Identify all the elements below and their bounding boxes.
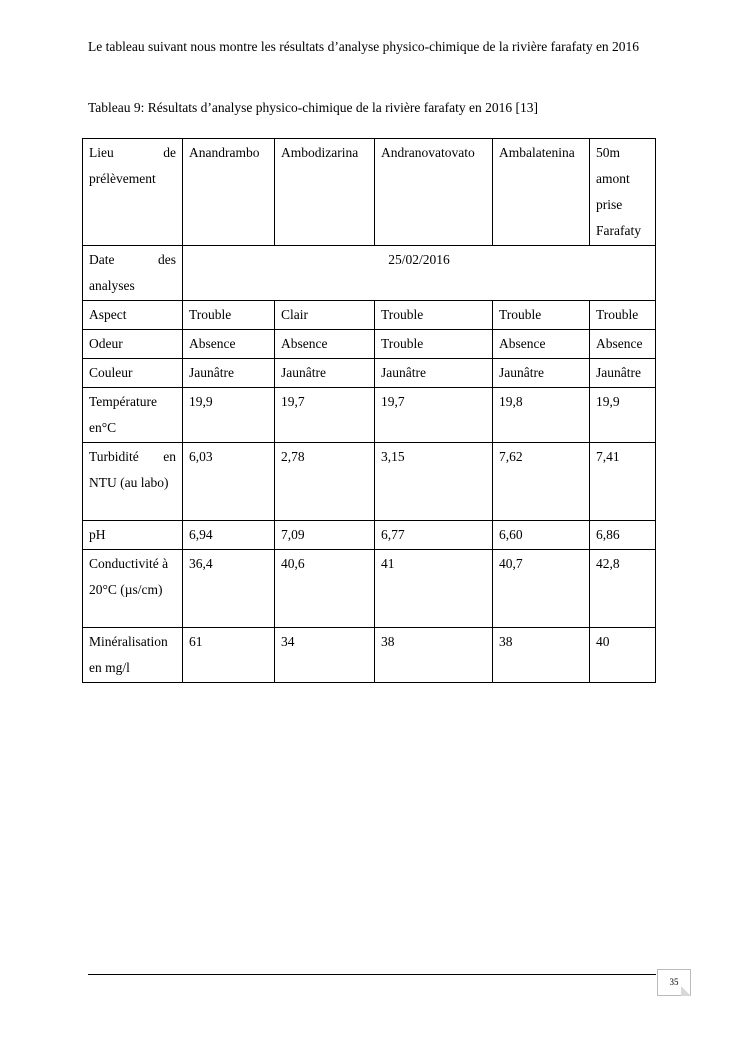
table-row xyxy=(83,301,656,330)
value-cell: Trouble xyxy=(375,301,493,330)
value-cell: Jaunâtre xyxy=(590,359,656,388)
value-cell: 6,94 xyxy=(183,521,275,550)
value-cell: 2,78 xyxy=(275,443,375,521)
value-cell: 6,77 xyxy=(375,521,493,550)
header-label-cell: Lieu de prélèvement xyxy=(83,139,183,246)
value-cell: 7,62 xyxy=(493,443,590,521)
table-row xyxy=(83,628,656,683)
value-cell: Trouble xyxy=(590,301,656,330)
value-cell: 3,15 xyxy=(375,443,493,521)
row-label-cell: pH xyxy=(83,521,183,550)
footer-divider xyxy=(88,974,656,975)
value-cell: 36,4 xyxy=(183,550,275,628)
table-row xyxy=(83,443,656,521)
table-row xyxy=(83,359,656,388)
header-site-cell: 50m amont prise Farafaty xyxy=(590,139,656,246)
value-cell: Absence xyxy=(183,330,275,359)
value-cell: 40,7 xyxy=(493,550,590,628)
value-cell: 34 xyxy=(275,628,375,683)
value-cell: 38 xyxy=(375,628,493,683)
table-row xyxy=(83,550,656,628)
date-label-cell: Date des analyses xyxy=(83,246,183,301)
table-caption: Tableau 9: Résultats d’analyse physico-chimique de la rivière farafaty en 2016 [13] xyxy=(88,100,539,115)
header-site-cell: Andranovatovato xyxy=(375,139,493,246)
value-cell: 42,8 xyxy=(590,550,656,628)
value-cell: Jaunâtre xyxy=(183,359,275,388)
value-cell: Jaunâtre xyxy=(493,359,590,388)
header-site-cell: Anandrambo xyxy=(183,139,275,246)
value-cell: 41 xyxy=(375,550,493,628)
value-cell: 19,9 xyxy=(590,388,656,443)
row-label-cell: Odeur xyxy=(83,330,183,359)
value-cell: 19,7 xyxy=(375,388,493,443)
value-cell: 19,8 xyxy=(493,388,590,443)
value-cell: 38 xyxy=(493,628,590,683)
row-label-cell: Aspect xyxy=(83,301,183,330)
row-label-cell: Conductivité à 20°C (µs/cm) xyxy=(83,550,183,628)
table-header-row xyxy=(83,139,656,246)
value-cell: Absence xyxy=(275,330,375,359)
value-cell: 7,09 xyxy=(275,521,375,550)
value-cell: Absence xyxy=(590,330,656,359)
row-label-cell: Température en°C xyxy=(83,388,183,443)
value-cell: 19,9 xyxy=(183,388,275,443)
row-label-cell: Turbidité en NTU (au labo) xyxy=(83,443,183,521)
page-number: 35 xyxy=(657,969,691,996)
analysis-table xyxy=(82,138,656,683)
date-row xyxy=(83,246,656,301)
value-cell: Trouble xyxy=(375,330,493,359)
value-cell: 6,03 xyxy=(183,443,275,521)
value-cell: 40 xyxy=(590,628,656,683)
value-cell: 7,41 xyxy=(590,443,656,521)
header-site-cell: Ambalatenina xyxy=(493,139,590,246)
value-cell: Clair xyxy=(275,301,375,330)
table-row xyxy=(83,388,656,443)
header-site-cell: Ambodizarina xyxy=(275,139,375,246)
value-cell: 19,7 xyxy=(275,388,375,443)
intro-paragraph: Le tableau suivant nous montre les résultats d’analyse physico-chimique de la rivière farafaty en 2016 xyxy=(88,39,640,54)
table-row xyxy=(83,330,656,359)
value-cell: Jaunâtre xyxy=(275,359,375,388)
value-cell: Jaunâtre xyxy=(375,359,493,388)
date-value-cell: 25/02/2016 xyxy=(183,246,656,301)
value-cell: Trouble xyxy=(183,301,275,330)
value-cell: 6,60 xyxy=(493,521,590,550)
value-cell: 6,86 xyxy=(590,521,656,550)
row-label-cell: Minéralisation en mg/l xyxy=(83,628,183,683)
table-row xyxy=(83,521,656,550)
row-label-cell: Couleur xyxy=(83,359,183,388)
value-cell: Trouble xyxy=(493,301,590,330)
value-cell: Absence xyxy=(493,330,590,359)
value-cell: 40,6 xyxy=(275,550,375,628)
value-cell: 61 xyxy=(183,628,275,683)
